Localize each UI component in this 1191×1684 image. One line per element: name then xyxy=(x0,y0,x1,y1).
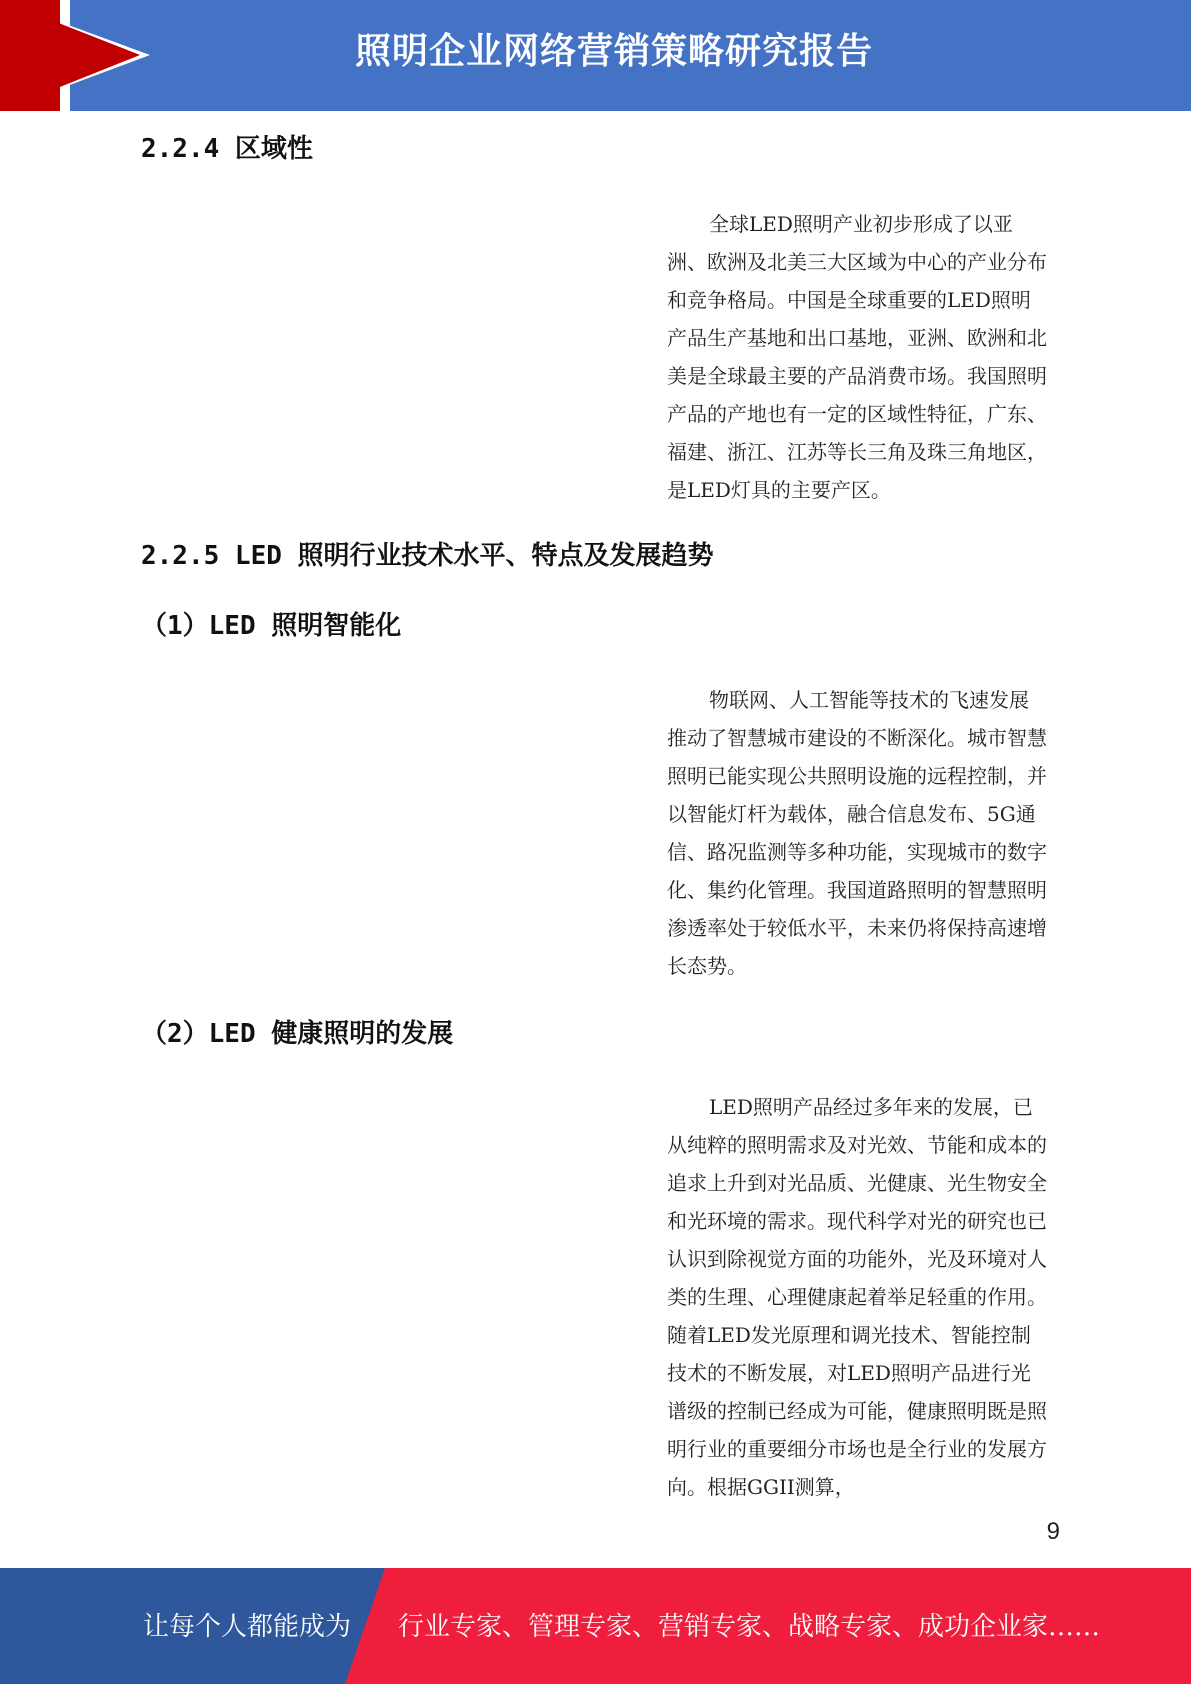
subsection-heading-2: （2）LED 健康照明的发展 xyxy=(141,1019,454,1049)
section-paragraph-2-2-4: 全球LED照明产业初步形成了以亚洲、欧洲及北美三大区域为中心的产业分布和竞争格局。中国是全球重要的LED照明产品生产基地和出口基地，亚洲、欧洲和北美是全球最主要的产品消费市场。我国照明产品的产地也有一定的区域性特征，广东、福建、浙江、江苏等长三角及珠三角地区，是LED灯具的主要产区。 xyxy=(667,212,1047,502)
report-title: 照明企业网络营销策略研究报告 xyxy=(355,31,874,72)
subsection-paragraph-2: LED照明产品经过多年来的发展，已从纯粹的照明需求及对光效、节能和成本的追求上升到对光品质、光健康、光生物安全和光环境的需求。现代科学对光的研究也已认识到除视觉方面的功能外，光及环境对人类的生理、心理健康起着举足轻重的作用。随着LED发光原理和调光技术、智能控制技术的不断发展，对LED照明产品进行光谱级的控制已经成为可能，健康照明既是照明行业的重要细分市场也是全行业的发展方向。根据GGII测算， xyxy=(667,1095,1047,1499)
subsection-paragraph-1: 物联网、人工智能等技术的飞速发展推动了智慧城市建设的不断深化。城市智慧照明已能实现公共照明设施的远程控制，并以智能灯杆为载体，融合信息发布、5G通信、路况监测等多种功能，实现城市的数字化、集约化管理。我国道路照明的智慧照明渗透率处于较低水平，未来仍将保持高速增长态势。 xyxy=(667,688,1047,978)
footer-banner xyxy=(0,1568,1191,1684)
header-banner xyxy=(0,0,1191,111)
footer-slogan-left: 让每个人都能成为 xyxy=(143,1612,352,1642)
footer-slogan-right: 行业专家、管理专家、营销专家、战略专家、成功企业家…… xyxy=(398,1612,1101,1642)
section-heading-2-2-4: 2.2.4 区域性 xyxy=(141,134,313,164)
header-arrow-fill xyxy=(0,0,60,111)
section-heading-2-2-5: 2.2.5 LED 照明行业技术水平、特点及发展趋势 xyxy=(141,541,714,571)
subsection-heading-1: （1）LED 照明智能化 xyxy=(141,611,402,641)
page-number: 9 xyxy=(1046,1518,1060,1545)
